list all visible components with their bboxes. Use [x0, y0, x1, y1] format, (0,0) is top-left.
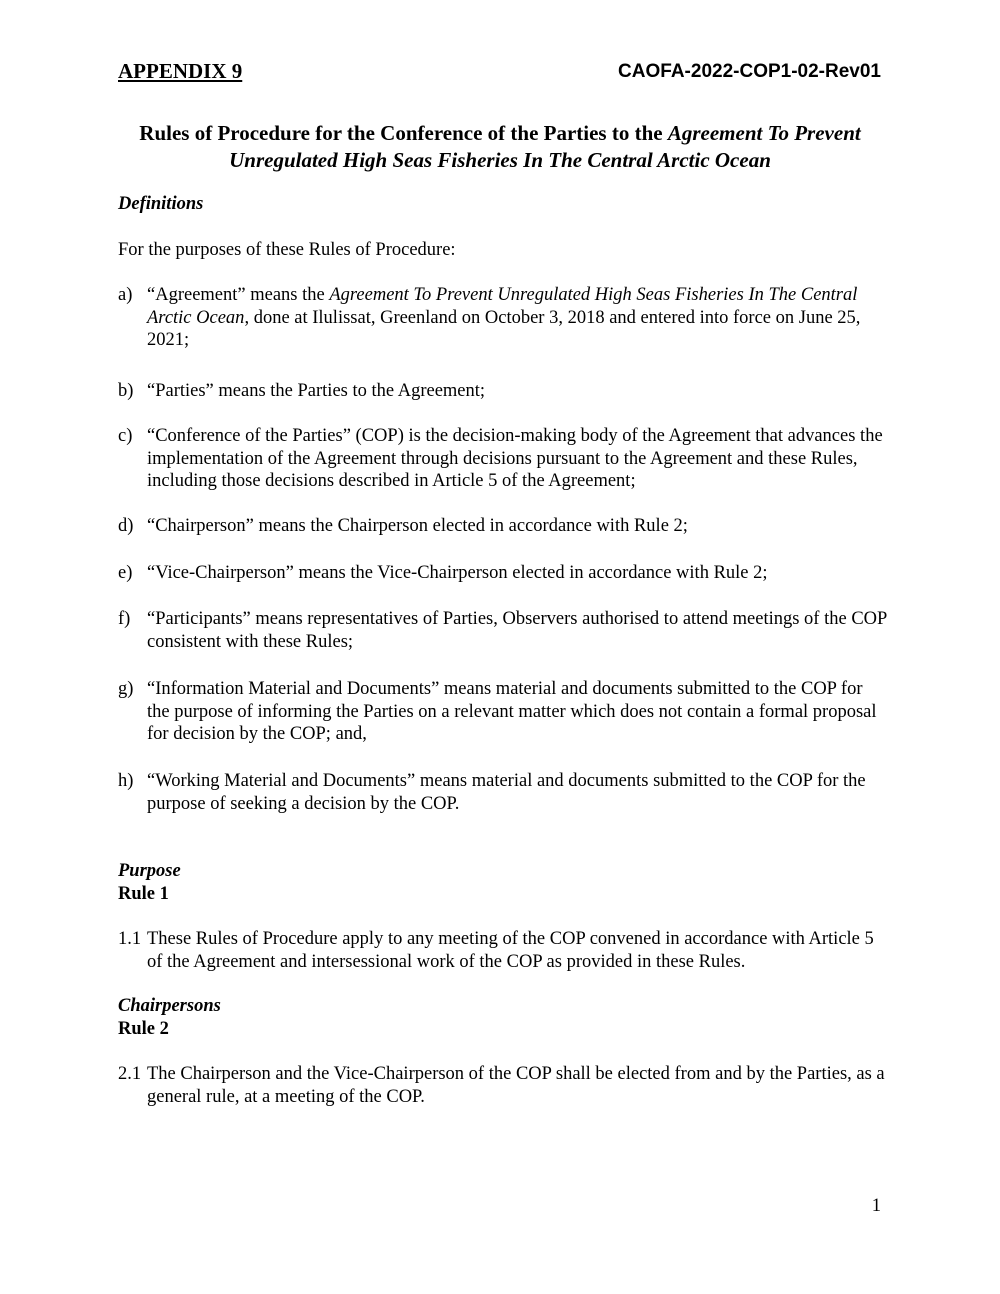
- item-label: 1.1: [118, 929, 142, 949]
- definitions-intro: For the purposes of these Rules of Procedure:: [118, 240, 456, 260]
- item-text: “Working Material and Documents” means material and documents submitted to the COP for the purpose of seeking a decision by the COP.: [147, 771, 866, 814]
- rule-item-2-1: [118, 1063, 888, 1108]
- definition-item-c: [118, 425, 888, 493]
- definition-item-a: [118, 284, 888, 352]
- rule-heading-2: Rule 2: [118, 1019, 169, 1039]
- section-heading-definitions: Definitions: [118, 194, 204, 214]
- item-label: f): [118, 609, 131, 629]
- rule-item-1-1: [118, 928, 888, 973]
- item-text: The Chairperson and the Vice-Chairperson of the COP shall be elected from and by the Parties, as a general rule, at a meeting of the COP.: [147, 1064, 885, 1107]
- item-text: “Parties” means the Parties to the Agreement;: [147, 381, 486, 401]
- title-plain: Rules of Procedure for the Conference of the Parties to the: [139, 121, 668, 145]
- appendix-label: APPENDIX 9: [118, 59, 243, 83]
- document-title: [118, 120, 882, 174]
- item-text: “Conference of the Parties” (COP) is the decision-making body of the Agreement that advances the implementation of the Agreement through decisions pursuant to the Agreement and these Rules, including those decisions described in Article 5 of the Agreement;: [147, 426, 883, 491]
- definition-item-e: [118, 562, 888, 585]
- item-text-pre: “Agreement” means the: [147, 285, 330, 305]
- item-text-post: , done at Ilulissat, Greenland on October 3, 2018 and entered into force on June 25, 2021;: [147, 307, 861, 350]
- definition-item-d: [118, 515, 888, 538]
- item-label: a): [118, 285, 133, 305]
- definition-item-h: [118, 770, 888, 815]
- item-label: d): [118, 516, 134, 536]
- item-text: “Information Material and Documents” means material and documents submitted to the COP for the purpose of informing the Parties on a relevant matter which does not contain a formal proposal for decision by the COP; and,: [147, 679, 877, 744]
- definition-item-f: [118, 608, 888, 653]
- document-id: CAOFA-2022-COP1-02-Rev01: [618, 61, 881, 82]
- title-italic: Agreement To Prevent Unregulated High Seas Fisheries In The Central Arctic Ocean: [229, 121, 861, 172]
- item-text: These Rules of Procedure apply to any meeting of the COP convened in accordance with Article 5 of the Agreement and intersessional work of the COP as provided in these Rules.: [147, 929, 874, 972]
- item-text: “Participants” means representatives of Parties, Observers authorised to attend meetings of the COP consistent with these Rules;: [147, 609, 887, 652]
- section-heading-chairpersons: Chairpersons: [118, 996, 221, 1016]
- item-label: 2.1: [118, 1064, 142, 1084]
- item-label: h): [118, 771, 134, 791]
- item-label: b): [118, 381, 134, 401]
- section-heading-purpose: Purpose: [118, 861, 181, 881]
- item-label: g): [118, 679, 134, 699]
- item-label: c): [118, 426, 133, 446]
- definition-item-g: [118, 678, 888, 746]
- rule-heading-1: Rule 1: [118, 884, 169, 904]
- definition-item-b: [118, 380, 888, 403]
- item-text-italic: Agreement To Prevent Unregulated High Seas Fisheries In The Central Arctic Ocean: [147, 285, 858, 328]
- page-number: 1: [871, 1196, 881, 1216]
- item-text: [147, 284, 888, 352]
- item-text: “Vice-Chairperson” means the Vice-Chairperson elected in accordance with Rule 2;: [147, 563, 768, 583]
- item-label: e): [118, 563, 133, 583]
- item-text: “Chairperson” means the Chairperson elected in accordance with Rule 2;: [147, 516, 688, 536]
